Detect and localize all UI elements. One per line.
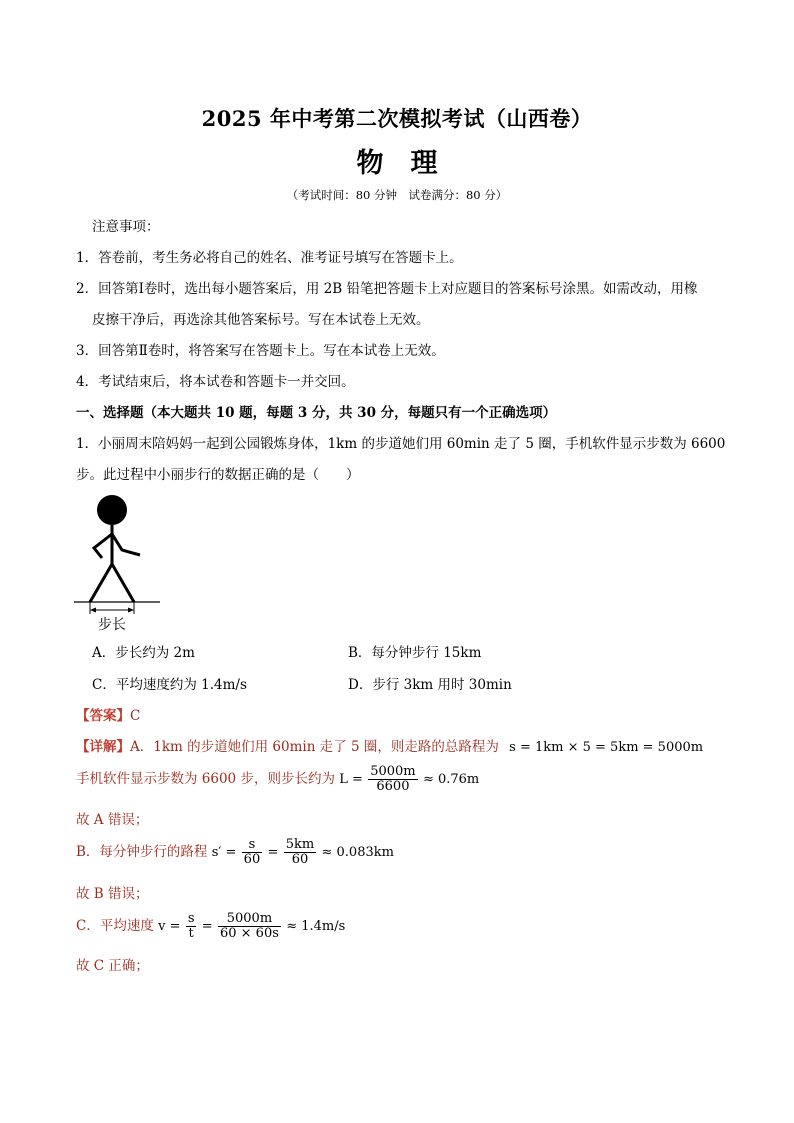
detail-b-rhs: ≈ 0.083km: [321, 845, 394, 860]
arrowhead-left: [90, 608, 96, 613]
detail-c-line: C．平均速度 v = $\frac{s}{t}$ = $\frac{5000m}{60 \times 60s}$ ≈ 1.4m/s: [76, 911, 346, 941]
detail-b-fraction-1: [242, 838, 263, 867]
detail-c-text: C．平均速度: [76, 918, 154, 934]
question-1-stem-line1: 1．小丽周末陪妈妈一起到公园锻炼身体，1km 的步道她们用 60min 走了 5 圈，手机软件显示步数为 6600: [76, 436, 726, 452]
detail-a2-text: 手机软件显示步数为 6600 步，则步长约为: [76, 771, 335, 787]
detail-b-lhs: s′ =: [211, 845, 237, 860]
figure-head: [97, 495, 127, 525]
figure-left-leg: [90, 564, 112, 602]
detail-c-lhs: v =: [158, 919, 181, 934]
detail-a2-lhs: L =: [339, 772, 363, 787]
detail-c-fraction-2: [218, 912, 281, 941]
detail-b-text: B．每分钟步行的路程: [76, 844, 208, 860]
figure-right-arm: [112, 534, 140, 555]
detail-c-denominator-2: 60 × 60s: [219, 926, 279, 941]
detail-b-denominator-1: 60: [243, 852, 261, 867]
detail-a-formula: s = 1km × 5 = 5km = 5000m: [509, 740, 704, 755]
detail-a2-line: [76, 765, 479, 794]
note-item-2-cont: 皮擦干净后，再选涂其他答案标号。写在本试卷上无效。: [92, 312, 430, 328]
detail-b-numerator-1: s: [242, 838, 263, 853]
question-1-stem-line2: 步。此过程中小丽步行的数据正确的是（ ）: [76, 467, 360, 483]
note-item-4: 4．考试结束后，将本试卷和答题卡一并交回。: [76, 374, 355, 390]
detail-a2-fraction: [368, 765, 417, 794]
detail-a-line: [76, 737, 703, 758]
detail-c-denominator-1: t: [188, 926, 194, 941]
detail-b-line: B．每分钟步行的路程 s′ = $\frac{s}{60}$ = $\frac{5km}{60}$ ≈ 0.083km: [76, 837, 394, 867]
conclusion-b: 故 B 错误；: [76, 886, 149, 902]
exam-info: （考试时间：80 分钟 试卷满分：80 分）: [286, 188, 508, 202]
detail-c-fraction-1: [186, 912, 197, 941]
answer-label: 【答案】: [76, 708, 130, 724]
conclusion-a: 故 A 错误；: [76, 812, 149, 828]
option-c: C．平均速度约为 1.4m/s: [92, 677, 247, 693]
subject-title: 物 理: [356, 148, 438, 179]
detail-c-numerator-2: 5000m: [218, 912, 281, 927]
option-d: D．步行 3km 用时 30min: [348, 677, 512, 693]
option-b: B．每分钟步行 15km: [348, 645, 482, 661]
conclusion-c: 故 C 正确；: [76, 958, 149, 974]
exam-title: 2025 年中考第二次模拟考试（山西卷）: [201, 106, 593, 131]
step-length-figure: [68, 492, 168, 637]
step-length-label: 步长: [98, 617, 126, 633]
detail-c-rhs: ≈ 1.4m/s: [286, 919, 346, 934]
detail-a2-numerator: 5000m: [370, 764, 416, 779]
detail-a2-rhs: ≈ 0.76m: [422, 772, 480, 787]
note-item-1: 1．答卷前，考生务必将自己的姓名、准考证号填写在答题卡上。: [76, 250, 463, 266]
arrowhead-right: [128, 608, 134, 613]
detail-a2-denominator: 6600: [376, 779, 410, 794]
detail-a-text: A．1km 的步道她们用 60min 走了 5 圈，则走路的总路程为: [130, 739, 499, 755]
note-item-2: 2．回答第Ⅰ卷时，选出每小题答案后，用 2B 铅笔把答题卡上对应题目的答案标号涂黑。如需改动，用橡: [76, 281, 698, 297]
detail-b-numerator-2: 5km: [285, 837, 315, 852]
section-heading: 一、选择题（本大题共 10 题，每题 3 分，共 30 分，每题只有一个正确选项）: [76, 405, 557, 421]
figure-right-leg: [112, 564, 134, 602]
detail-b-fraction-2: [284, 838, 316, 867]
answer-value: C: [130, 708, 141, 724]
figure-left-arm: [94, 534, 112, 558]
option-a: A．步长约为 2m: [92, 645, 195, 661]
detail-label: 【详解】: [76, 739, 130, 755]
detail-c-numerator-1: s: [187, 911, 195, 926]
answer-line: [76, 706, 140, 726]
detail-b-denominator-2: 60: [291, 852, 309, 867]
note-item-3: 3．回答第Ⅱ卷时，将答案写在答题卡上。写在本试卷上无效。: [76, 343, 445, 359]
notes-heading: 注意事项：: [92, 219, 160, 235]
